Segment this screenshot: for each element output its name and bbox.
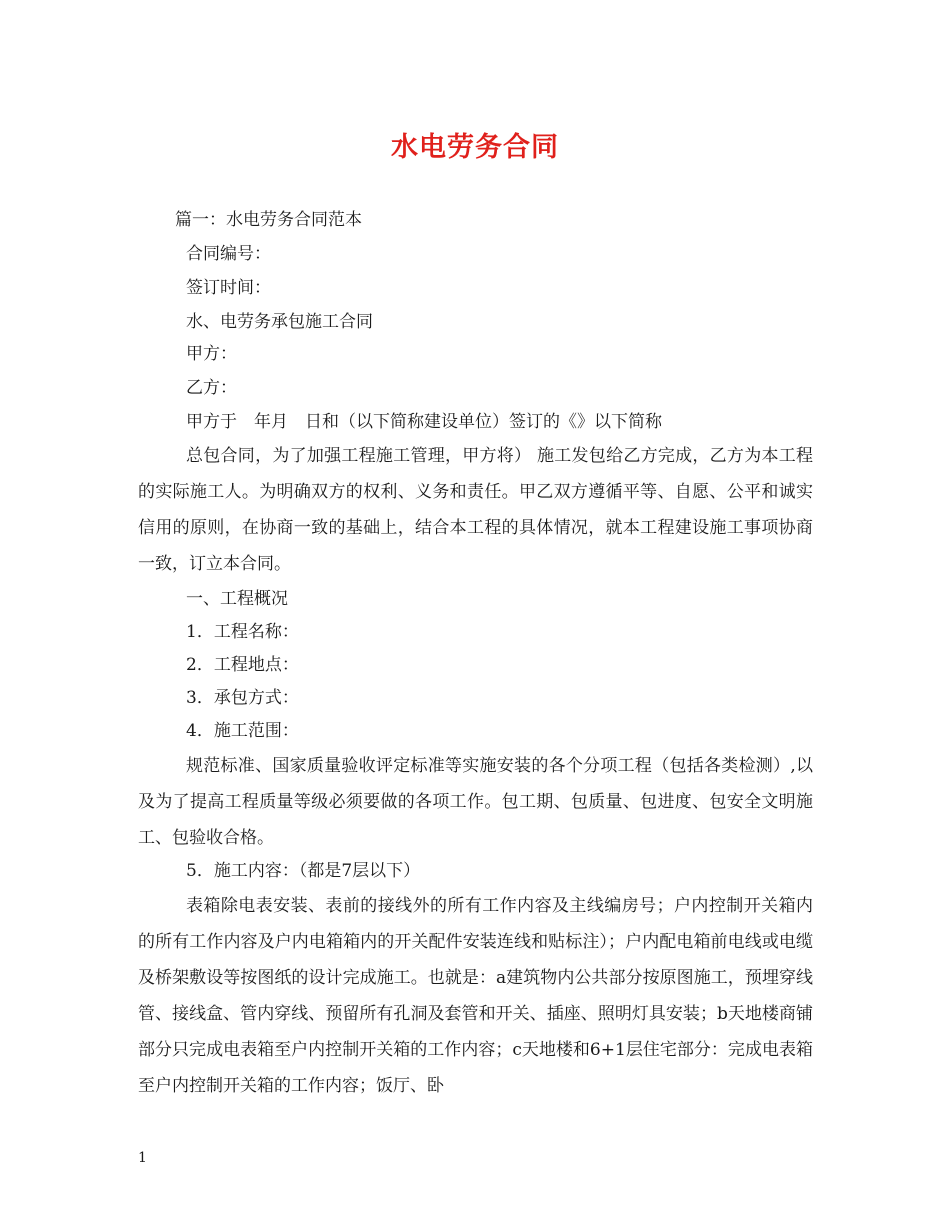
intro-paragraph: 总包合同，为了加强工程施工管理，甲方将） 施工发包给乙方完成，乙方为本工程的实际施工人。为明确双方的权利、义务和责任。甲乙双方遵循平等、自愿、公平和诚实信用的原则，在协商一致的基础上，结合本工程的具体情况，就本工程建设施工事项协商一致，订立本合同。 bbox=[138, 446, 813, 574]
section-1-heading: 一、工程概况 bbox=[186, 589, 288, 609]
signing-time-label: 签订时间： bbox=[186, 278, 271, 298]
contract-name: 水、电劳务承包施工合同 bbox=[186, 312, 373, 332]
content-paragraph: 表箱除电表安装、表前的接线外的所有工作内容及主线编房号；户内控制开关箱内的所有工作内容及户内电箱箱内的开关配件安装连线和贴标注）；户内配电箱前电线或电缆及桥架敷设等按图纸的设计完成施工。也就是：a建筑物内公共部分按原图施工，预埋穿线管、接线盒、管内穿线、预留所有孔洞及套管和开关、插座、照明灯具安装；b天地楼商铺部分只完成电表箱至户内控制开关箱的工作内容；c天地楼和6+1层住宅部分：完成电表箱至户内控制开关箱的工作内容；饭厅、卧 bbox=[138, 896, 813, 1096]
party-a-label: 甲方： bbox=[186, 344, 237, 364]
contract-number-label: 合同编号： bbox=[186, 244, 271, 264]
section-heading: 篇一：水电劳务合同范本 bbox=[175, 210, 362, 230]
scope-paragraph: 规范标准、国家质量验收评定标准等实施安装的各个分项工程（包括各类检测）,以及为了提高工程质量等级必须要做的各项工作。包工期、包质量、包进度、包安全文明施工、包验收合格。 bbox=[138, 756, 813, 848]
list-item: 5．施工内容：（都是7层以下） bbox=[186, 861, 421, 881]
document-title: 水电劳务合同 bbox=[391, 132, 559, 163]
intro-line: 甲方于 年月 日和（以下简称建设单位）签订的《》以下简称 bbox=[186, 412, 662, 432]
list-item: 3．承包方式： bbox=[186, 688, 299, 708]
list-item: 4．施工范围： bbox=[186, 721, 299, 741]
list-item: 2．工程地点： bbox=[186, 655, 299, 675]
list-item: 1．工程名称： bbox=[186, 622, 299, 642]
page-number: 1 bbox=[138, 1150, 147, 1166]
party-b-label: 乙方： bbox=[186, 378, 237, 398]
